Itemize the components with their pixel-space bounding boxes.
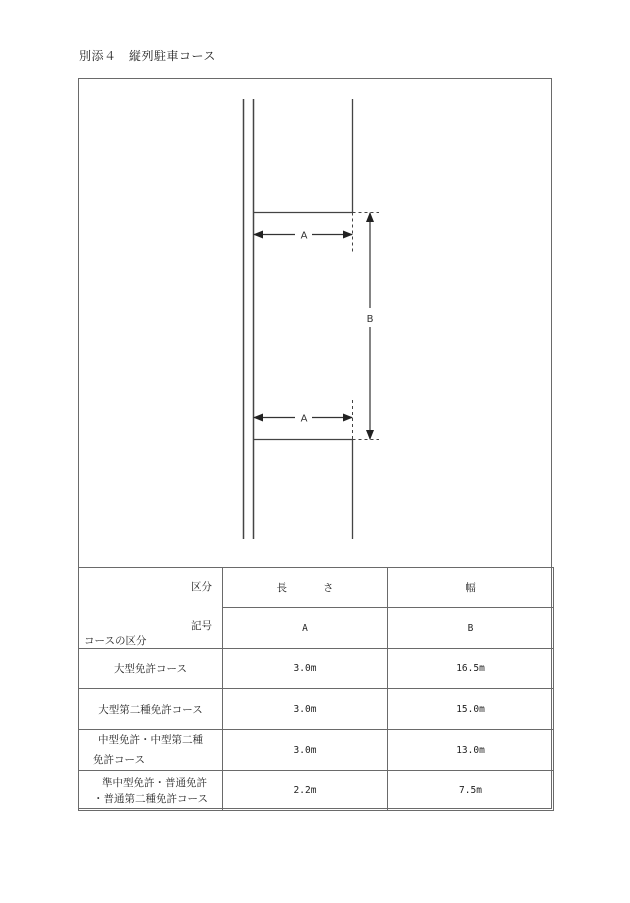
header-width: 幅 [388,568,554,608]
course-name-line-1: 中型免許・中型第二種 [98,734,203,746]
course-spec-table [78,567,554,811]
header-corner-cell [79,568,223,649]
table-header-row-1 [79,568,554,608]
code-width: B [388,608,554,649]
corner-division-label: 区分 [191,581,212,593]
width-value: 13.0m [388,730,554,771]
dimension-a-upper-label: A [300,230,308,242]
course-name: 大型第二種免許コース [79,689,223,730]
table-row [79,771,554,811]
width-value: 16.5m [388,649,554,689]
width-value: 15.0m [388,689,554,730]
course-name: 大型免許コース [79,649,223,689]
code-length: A [223,608,388,649]
table-row [79,730,554,771]
length-value: 3.0m [223,730,388,771]
document-title: 別添４ 縦列駐車コース [79,49,216,63]
course-name-line-1: 準中型免許・普通免許 [102,776,207,789]
length-value: 3.0m [223,689,388,730]
table-row [79,689,554,730]
dimension-a-lower-label: A [300,413,308,425]
length-value: 2.2m [223,771,388,811]
width-value: 7.5m [388,771,554,811]
corner-code-label: 記号 [191,620,212,632]
corner-course-label: コースの区分 [84,635,147,647]
course-name-line-2: 免許コース [93,754,145,766]
dimension-b-label: B [366,314,374,325]
table-row [79,649,554,689]
length-value: 3.0m [223,649,388,689]
header-length: 長さ [223,568,388,608]
course-name [79,771,223,811]
course-name-line-2: ・普通第二種免許コース [93,792,208,805]
course-name [79,730,223,771]
